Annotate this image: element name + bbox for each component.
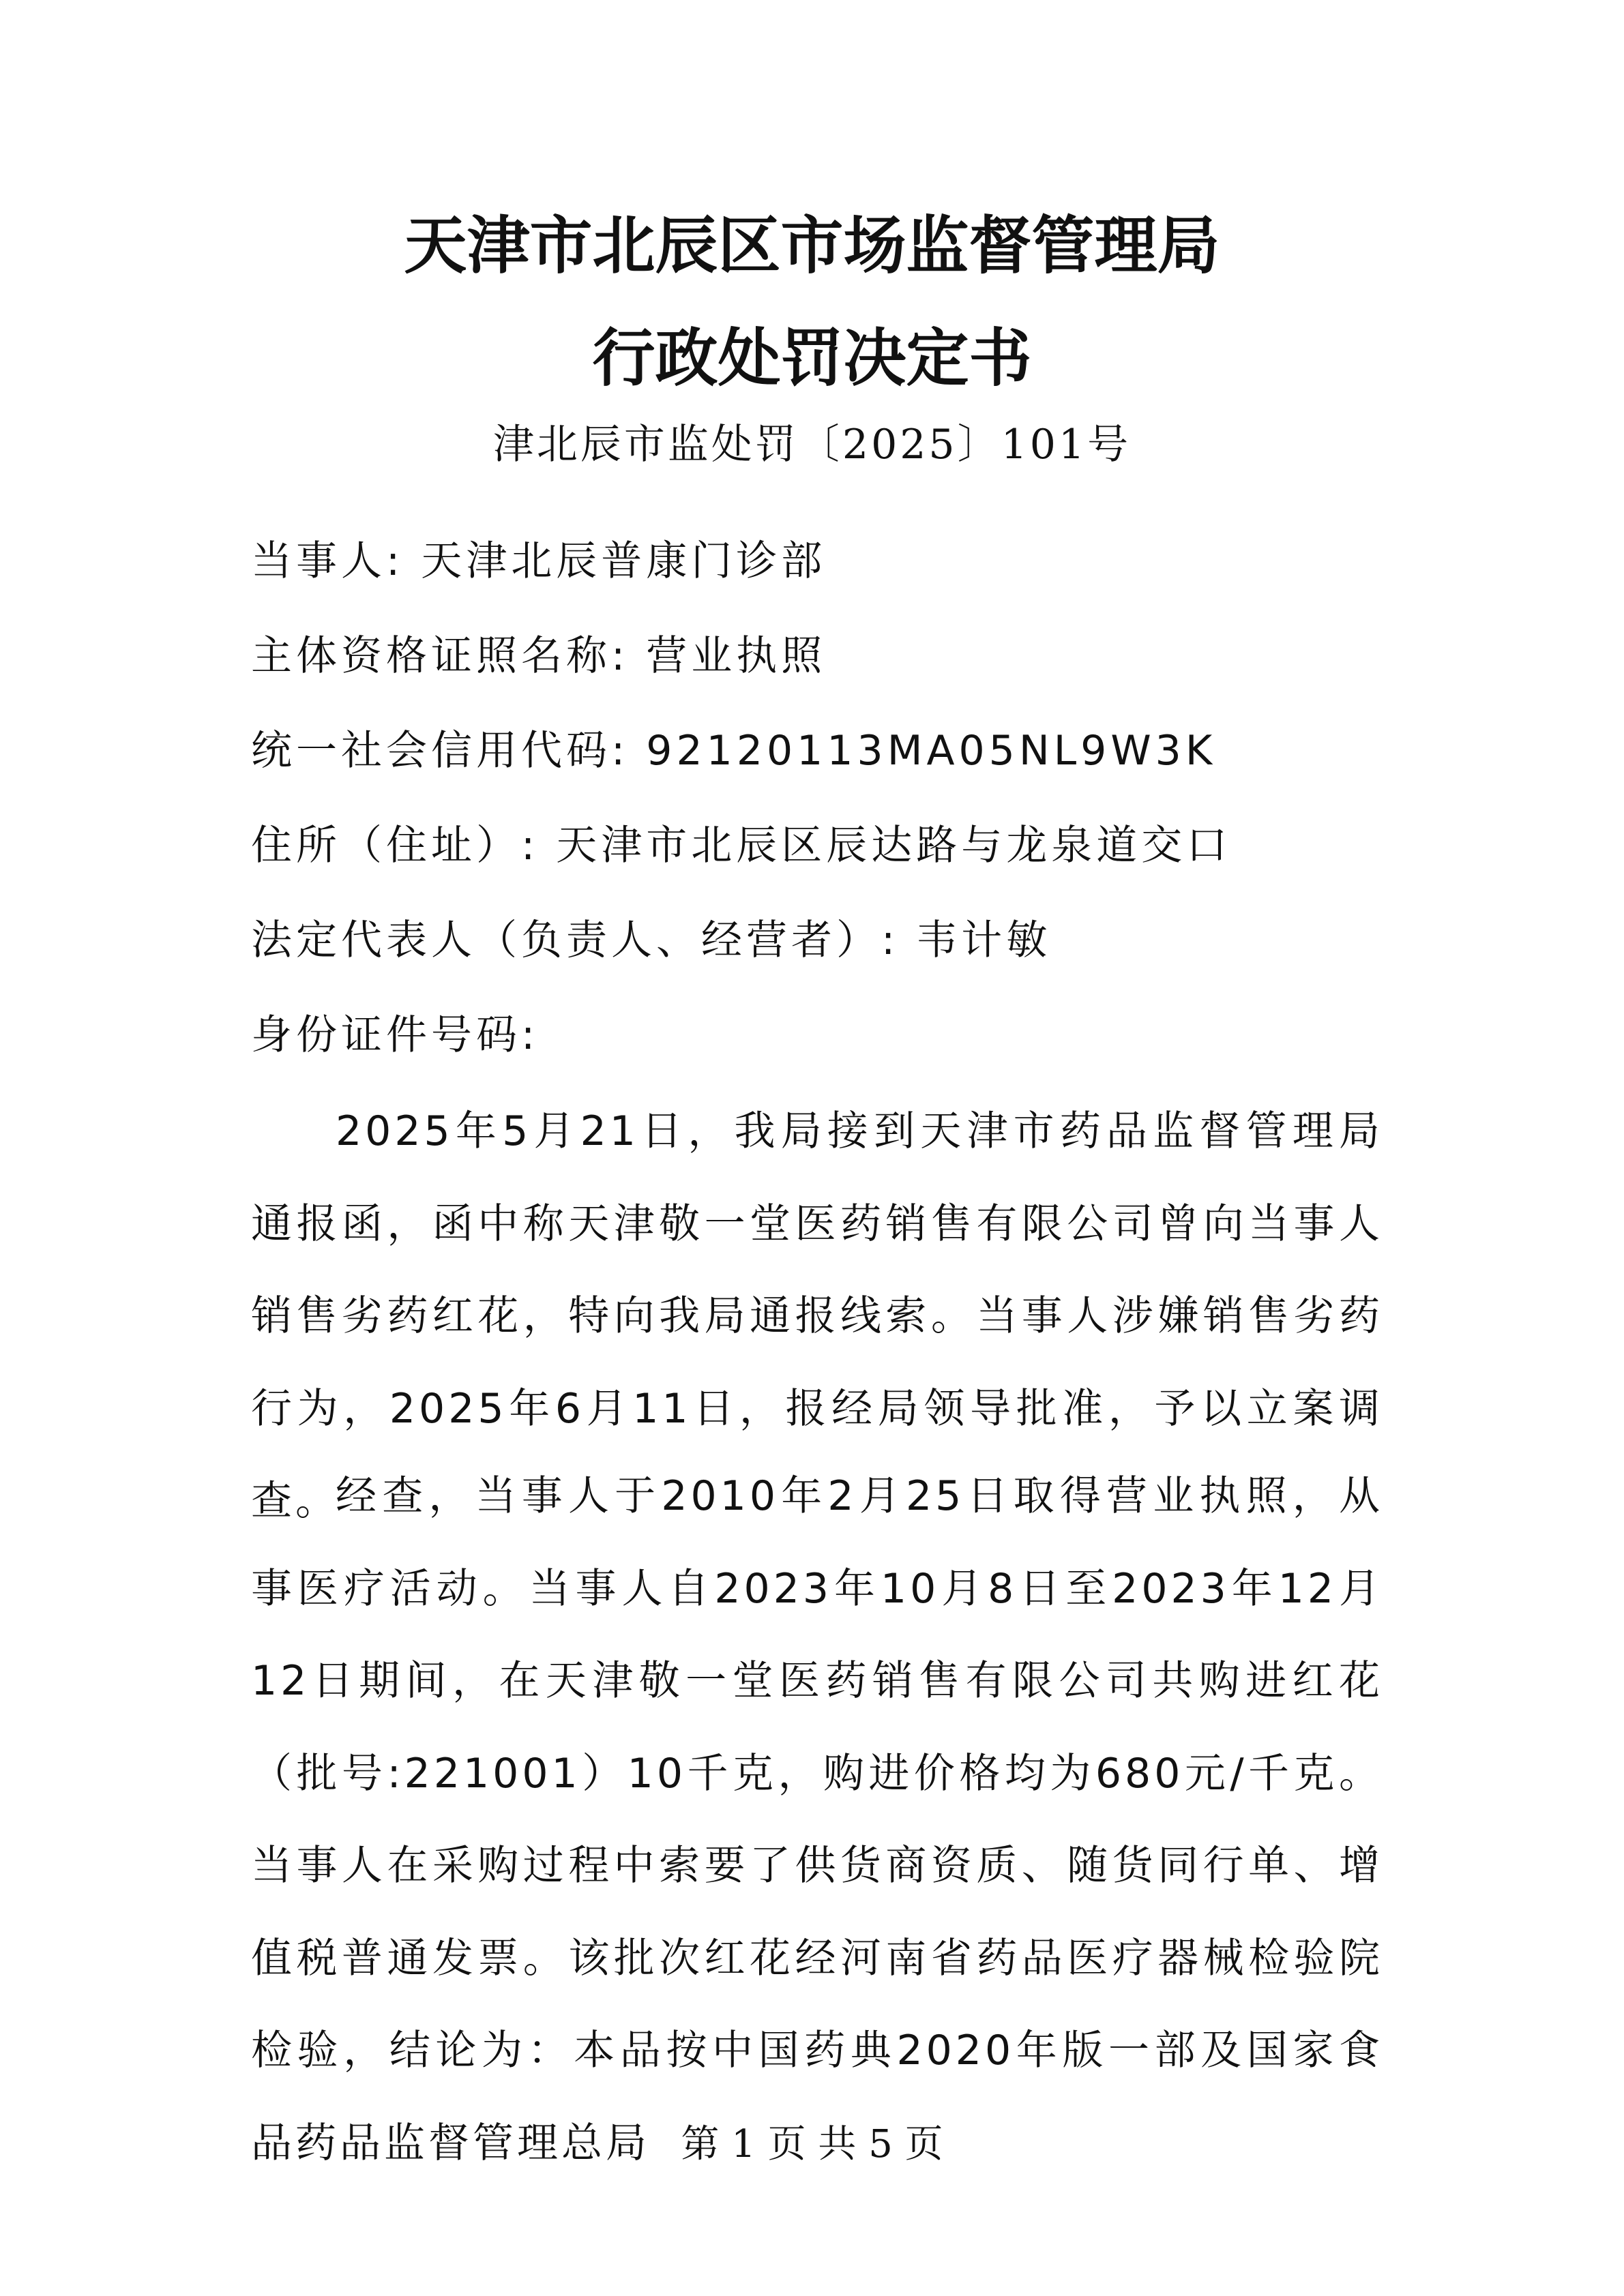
field-label: 统一社会信用代码: [251, 727, 630, 775]
field-label: 主体资格证照名称: [251, 632, 630, 680]
field-value: 天津北辰普康门诊部 [421, 537, 827, 585]
field-value: 天津市北辰区辰达路与龙泉道交口 [556, 822, 1232, 869]
address-field [251, 818, 1411, 873]
party-name-field [251, 534, 1411, 588]
legal-representative-field [251, 913, 1411, 968]
page-number-label: 第 1 页 共 5 页 [681, 2122, 943, 2166]
page-number [0, 2121, 1624, 2168]
field-label: 当事人: [251, 537, 404, 585]
investigation-paragraph: 经查，当事人于2010年2月25日取得营业执照，从事医疗活动。当事人自2023年10月8日至2023年12月12日期间，在天津敬一堂医药销售有限公司共购进红花（批号:221001）10千克，购进价格均为680元/千克。当事人在采购过程中索要了供货商资质、随货同行单、增值税普通发票。该批次红花经河南省药品医疗器械检验院检验，结论为：本品按中国药典2020年版一部及国家食品药品监督管理总局 [251, 1472, 1383, 2167]
field-label: 法定代表人（负责人、经营者）: [251, 916, 900, 964]
document-title-agency: 天津市北辰区市场监督管理局 [404, 209, 1220, 282]
credit-code-field [251, 724, 1411, 778]
case-origin-paragraph: 2025年5月21日，我局接到天津市药品监督管理局通报函，函中称天津敬一堂医药销售有限公司曾向当事人销售劣药红花，特向我局通报线索。当事人涉嫌销售劣药行为，2025年6月11日，报经局领导批准，予以立案调查。 [251, 1107, 1383, 1525]
document-title-type: 行政处罚决定书 [592, 321, 1032, 395]
field-value: 营业执照 [646, 632, 827, 680]
field-label: 身份证件号码: [251, 1011, 540, 1059]
license-name-field [251, 629, 1411, 683]
document-number: 津北辰市监处罚〔2025〕101号 [492, 421, 1132, 468]
id-number-field [251, 1008, 1411, 1062]
field-value: 韦计敏 [916, 916, 1052, 964]
field-value: 92120113MA05NL9W3K [646, 727, 1217, 775]
field-label: 住所（住址）: [251, 822, 540, 869]
